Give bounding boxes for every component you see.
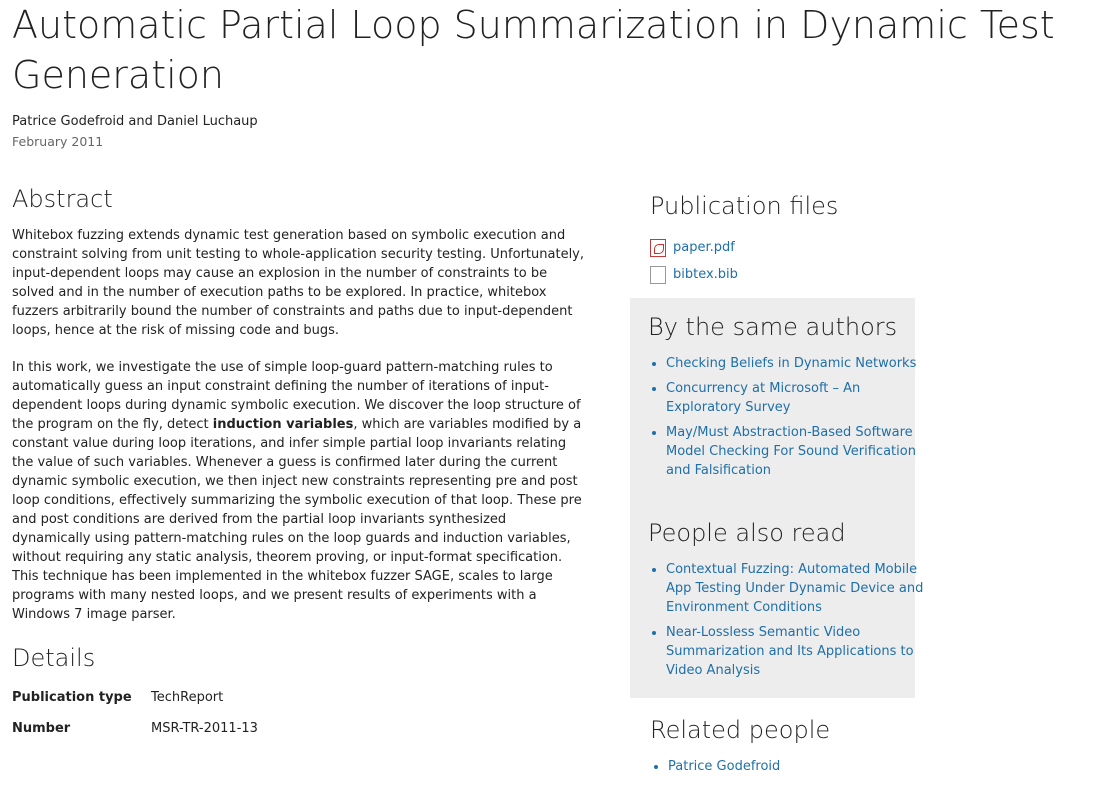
list-item — [666, 560, 926, 617]
list-item — [666, 423, 926, 480]
publication-files-heading: Publication files — [650, 192, 839, 220]
details-value: MSR-TR-2011-13 — [151, 721, 258, 736]
details-key: Publication type — [12, 690, 132, 705]
publication-files-list — [650, 234, 738, 288]
also-read-heading: People also read — [648, 519, 846, 547]
list-item — [666, 379, 926, 417]
abstract-text: In this work, we investigate the use of simple loop-guard pattern-matching rules to automatically guess an input constraint defining the number of iterations of input-dependent loops during dynamic symbolic execution. We discover the loop structure of the program on the fly, detect — [12, 360, 581, 432]
bibtex-link[interactable]: bibtex.bib — [673, 267, 738, 282]
related-publication-link[interactable]: Checking Beliefs in Dynamic Networks — [666, 356, 917, 371]
same-authors-heading: By the same authors — [648, 313, 898, 341]
abstract-heading: Abstract — [12, 185, 113, 213]
abstract-paragraph-2 — [12, 358, 587, 624]
list-item — [666, 354, 926, 373]
page-title — [12, 0, 1112, 100]
induction-variables-term: induction variables — [212, 417, 354, 432]
person-link[interactable]: Patrice Godefroid — [668, 759, 781, 774]
also-read-list — [648, 560, 926, 686]
file-item — [650, 261, 738, 288]
paper-pdf-link[interactable]: paper.pdf — [673, 240, 735, 255]
abstract-body — [12, 226, 587, 642]
details-value: TechReport — [151, 690, 224, 705]
title-line-1: Automatic Partial Loop Summarization in Dynamic Test — [12, 3, 1055, 47]
related-publication-link[interactable]: Contextual Fuzzing: Automated Mobile App Testing Under Dynamic Device and Environment Conditions — [666, 562, 924, 615]
pdf-file-icon — [650, 239, 666, 257]
details-key: Number — [12, 721, 71, 736]
list-item — [666, 623, 926, 680]
title-line-2: Generation — [12, 53, 224, 97]
related-people-list — [650, 757, 780, 776]
related-people-heading: Related people — [650, 716, 831, 744]
document-icon — [650, 266, 666, 284]
list-item — [668, 757, 780, 776]
publication-date: February 2011 — [12, 134, 104, 149]
details-row — [12, 690, 258, 721]
same-authors-list — [648, 354, 926, 486]
related-publication-link[interactable]: Near-Lossless Semantic Video Summarization and Its Applications to Video Analysis — [666, 625, 914, 678]
details-heading: Details — [12, 644, 96, 672]
details-table — [12, 690, 258, 752]
details-row — [12, 721, 258, 752]
abstract-text: , which are variables modified by a constant value during loop iterations, and infer simple partial loop invariants relating the value of such variables. Whenever a guess is confirmed later during the current dynamic symbolic execution, we then inject new constraints representing pre and post loop conditions, effectively summarizing the symbolic execution of that loop. These pre and post conditions are derived from the partial loop invariants synthesized dynamically using pattern-matching rules on the loop guards and induction variables, without requiring any static analysis, theorem proving, or input-format specification. This technique has been implemented in the whitebox fuzzer SAGE, scales to large programs with many nested loops, and we present results of experiments with a Windows 7 image parser. — [12, 417, 582, 622]
related-publication-link[interactable]: Concurrency at Microsoft – An Exploratory Survey — [666, 381, 861, 415]
related-publication-link[interactable]: May/Must Abstraction-Based Software Model Checking For Sound Verification and Falsification — [666, 425, 916, 478]
file-item — [650, 234, 738, 261]
authors: Patrice Godefroid and Daniel Luchaup — [12, 114, 258, 129]
abstract-paragraph-1: Whitebox fuzzing extends dynamic test generation based on symbolic execution and constraint solving from unit testing to whole-application security testing. Unfortunately, input-dependent loops may cause an explosion in the number of constraints to be solved and in the number of execution paths to be explored. In practice, whitebox fuzzers arbitrarily bound the number of constraints and paths due to input-dependent loops, hence at the risk of missing code and bugs. — [12, 228, 584, 338]
